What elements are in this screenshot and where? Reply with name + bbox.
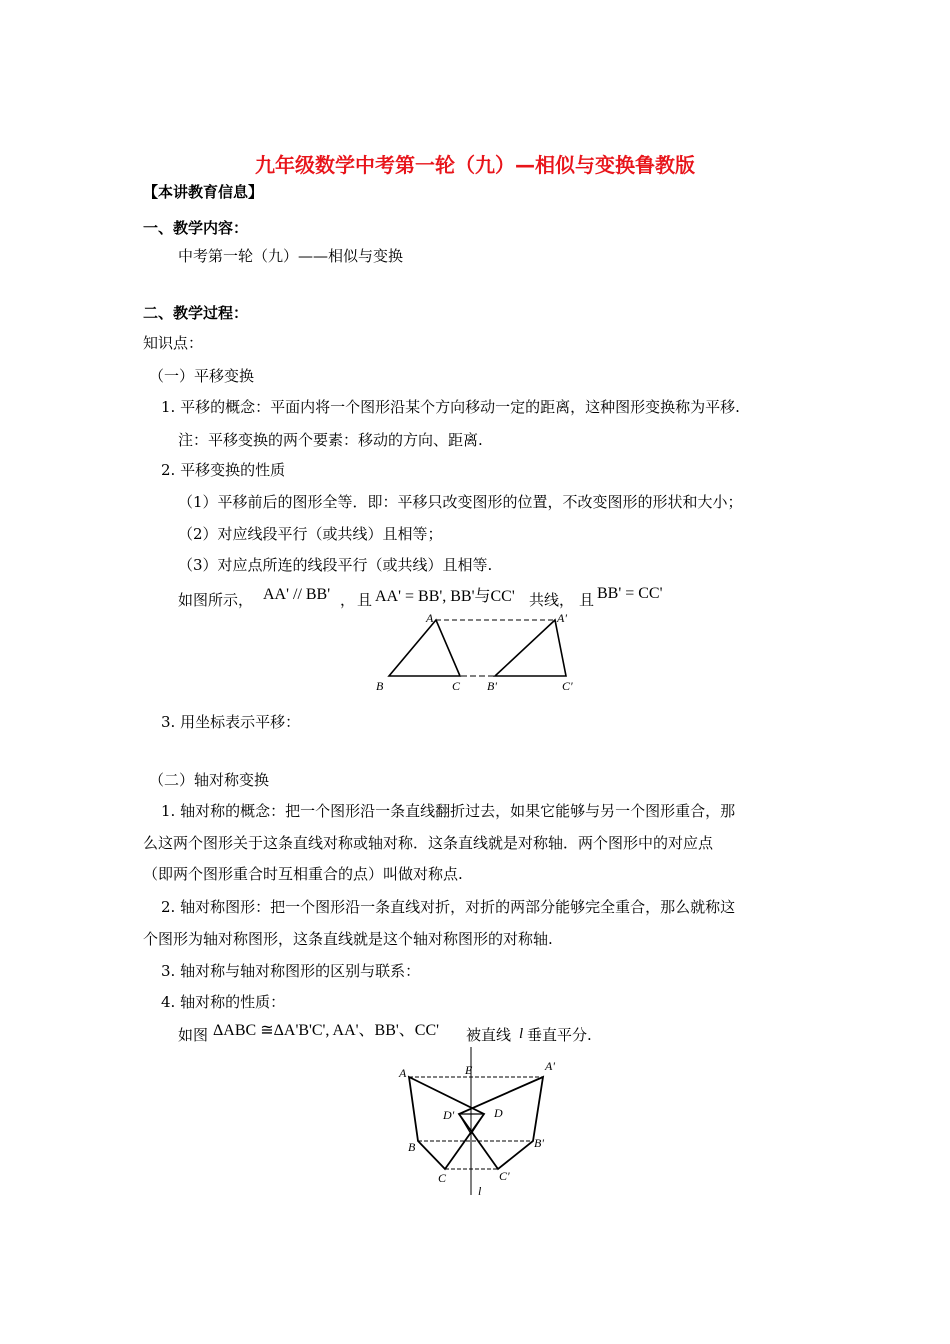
example1-math-3: BB' = CC' bbox=[597, 585, 663, 602]
translation-figure bbox=[370, 608, 590, 696]
example2-suffix: 垂直平分. bbox=[527, 1026, 592, 1044]
quadrilateral-abcd bbox=[409, 1077, 484, 1169]
example2-mid: 被直线 bbox=[466, 1026, 512, 1044]
label-b: B bbox=[376, 679, 384, 693]
knowledge-label: 知识点： bbox=[143, 334, 204, 352]
label-b: B bbox=[408, 1140, 416, 1154]
section1-heading: 一、教学内容： bbox=[143, 219, 249, 237]
symmetry-concept-line1: 1. 轴对称的概念：把一个图形沿一条直线翻折过去，如果它能够与另一个图形重合，那 bbox=[161, 802, 736, 820]
translation-note: 注：平移变换的两个要素：移动的方向、距离. bbox=[178, 431, 483, 449]
symmetry-concept-line2: 么这两个图形关于这条直线对称或轴对称．这条直线就是对称轴．两个图形中的对应点 bbox=[143, 834, 714, 852]
translation-properties-heading: 2. 平移变换的性质 bbox=[161, 461, 286, 479]
coordinate-translation: 3. 用坐标表示平移： bbox=[161, 713, 301, 731]
example1-math-2: AA' = BB', BB'与CC' bbox=[375, 588, 515, 605]
example2-prefix: 如图 bbox=[178, 1026, 209, 1044]
section1-content: 中考第一轮（九）——相似与变换 bbox=[178, 247, 404, 265]
example1-math-1: AA' // BB' bbox=[263, 586, 331, 603]
part2-heading: （二）轴对称变换 bbox=[149, 771, 270, 789]
triangle-abc bbox=[389, 620, 460, 676]
quadrilateral-a2b2c2d2 bbox=[459, 1077, 543, 1169]
label-b-prime: B' bbox=[487, 679, 497, 693]
triangle-a2b2c2 bbox=[495, 620, 566, 676]
translation-concept: 1. 平移的概念：平面内将一个图形沿某个方向移动一定的距离，这种图形变换称为平移. bbox=[161, 398, 740, 416]
document-title: 九年级数学中考第一轮（九）—相似与变换鲁教版 bbox=[255, 153, 695, 177]
example1-prefix: 如图所示， bbox=[178, 591, 254, 609]
info-heading: 【本讲教育信息】 bbox=[143, 183, 264, 201]
translation-property-3: （3）对应点所连的线段平行（或共线）且相等. bbox=[178, 556, 493, 574]
label-c-prime: C' bbox=[562, 679, 573, 693]
label-a-prime: A' bbox=[545, 1059, 555, 1073]
label-c: C bbox=[452, 679, 461, 693]
label-a: A bbox=[399, 1066, 407, 1080]
symmetry-difference: 3. 轴对称与轴对称图形的区别与联系： bbox=[161, 962, 421, 980]
symmetry-concept-line3: （即两个图形重合时互相重合的点）叫做对称点. bbox=[143, 865, 463, 883]
example2-math: ΔABC ≅ΔA'B'C', AA'、BB'、CC' bbox=[213, 1022, 439, 1039]
example1-and-2: 且 bbox=[579, 591, 595, 609]
label-b-prime: B' bbox=[534, 1136, 544, 1150]
label-d-prime: D' bbox=[443, 1108, 455, 1122]
label-c: C bbox=[438, 1171, 447, 1185]
section2-heading: 二、教学过程： bbox=[143, 304, 249, 322]
example1-comma: ， bbox=[340, 591, 356, 609]
translation-property-2: （2）对应线段平行（或共线）且相等； bbox=[178, 525, 443, 543]
part1-heading: （一）平移变换 bbox=[149, 367, 255, 385]
label-a: A bbox=[426, 611, 434, 625]
example1-and-1: 且 bbox=[357, 591, 373, 609]
label-c-prime: C' bbox=[499, 1169, 510, 1183]
example2-line-var: l bbox=[519, 1026, 524, 1042]
label-d: D bbox=[494, 1106, 503, 1120]
symmetric-figure-line2: 个图形为轴对称图形，这条直线就是这个轴对称图形的对称轴. bbox=[143, 930, 553, 948]
axial-symmetry-figure bbox=[395, 1045, 565, 1200]
label-l: l bbox=[478, 1184, 482, 1198]
label-a-prime: A' bbox=[557, 611, 567, 625]
label-e: E bbox=[465, 1063, 473, 1077]
example1-collinear: 共线， bbox=[529, 591, 575, 609]
translation-property-1: （1）平移前后的图形全等．即：平移只改变图形的位置，不改变图形的形状和大小； bbox=[178, 493, 743, 511]
symmetric-figure-line1: 2. 轴对称图形：把一个图形沿一条直线对折，对折的两部分能够完全重合，那么就称这 bbox=[161, 898, 736, 916]
symmetry-properties-heading: 4. 轴对称的性质： bbox=[161, 993, 286, 1011]
